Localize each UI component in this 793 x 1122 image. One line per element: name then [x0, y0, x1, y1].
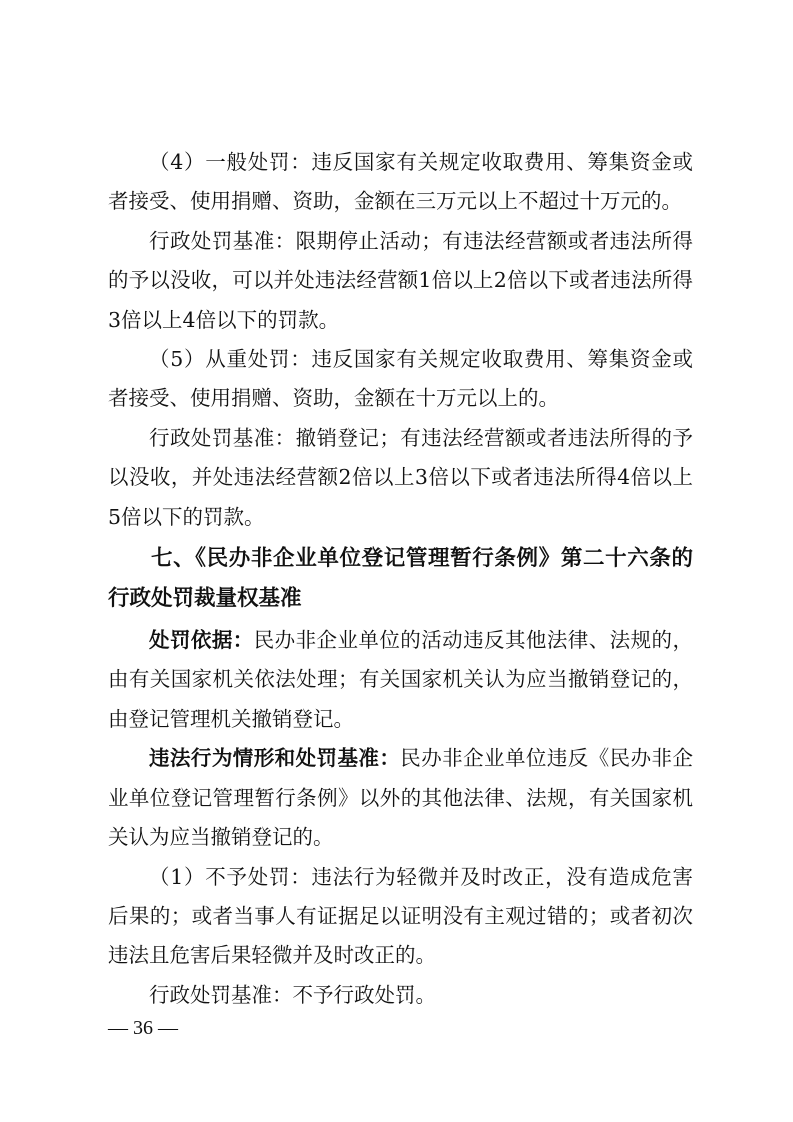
penalty-basis-label: 处罚依据：	[149, 628, 254, 653]
violation-circumstances-label: 违法行为情形和处罚基准：	[149, 746, 401, 771]
violation-circumstances-text: 民办非企业单位违反《民办非企业单位登记管理暂行条例》以外的其他法律、法规，有关国家机关认为应当撤销登记的。	[108, 746, 694, 850]
page-number: — 36 —	[108, 1017, 178, 1039]
paragraph-heavy-penalty: （5）从重处罚：违反国家有关规定收取费用、筹集资金或者接受、使用捐赠、资助，金额在十万元以上的。	[108, 347, 693, 411]
paragraph-penalty-benchmark-none: 行政处罚基准：不予行政处罚。	[149, 982, 436, 1007]
paragraph-general-penalty: （4）一般处罚：违反国家有关规定收取费用、筹集资金或者接受、使用捐赠、资助，金额在三万元以上不超过十万元的。	[108, 150, 693, 214]
paragraph-penalty-benchmark-heavy: 行政处罚基准：撤销登记；有违法经营额或者违法所得的予以没收，并处违法经营额2倍以上3倍以下或者违法所得4倍以上5倍以下的罚款。	[108, 425, 693, 529]
document-body	[108, 143, 693, 1015]
paragraph-no-penalty: （1）不予处罚：违法行为轻微并及时改正，没有造成危害后果的；或者当事人有证据足以证明没有主观过错的；或者初次违法且危害后果轻微并及时改正的。	[108, 864, 693, 968]
paragraph-violation-circumstances	[108, 739, 693, 857]
section-heading: 七、《民办非企业单位登记管理暂行条例》第二十六条的行政处罚裁量权基准	[108, 546, 693, 612]
penalty-basis-text: 民办非企业单位的活动违反其他法律、法规的，由有关国家机关依法处理；有关国家机关认为应当撤销登记的，由登记管理机关撤销登记。	[108, 628, 694, 731]
paragraph-penalty-basis	[108, 621, 693, 739]
paragraph-penalty-benchmark-general: 行政处罚基准：限期停止活动；有违法经营额或者违法所得的予以没收，可以并处违法经营额1倍以上2倍以下或者违法所得3倍以上4倍以下的罚款。	[108, 228, 693, 332]
